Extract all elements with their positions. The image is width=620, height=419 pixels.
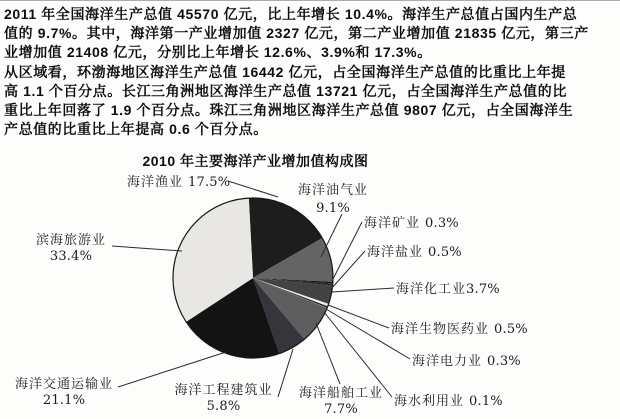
slice-label-shipbuilding	[296, 386, 386, 418]
text-line-1: 2011 年全国海洋生产总值 45570 亿元，比上年增长 10.4%。海洋生产总值占国内生产总	[4, 6, 578, 22]
slice-label-shipbuilding-name: 海洋船舶工业	[298, 386, 383, 401]
slice-label-salt	[367, 245, 462, 261]
slice-label-transportation-name: 海洋交通运输业	[14, 377, 113, 392]
slice-label-biomedicine-pct: 0.5%	[494, 322, 528, 337]
leader-line-salt	[331, 251, 365, 289]
slice-label-seawater-utilization	[394, 394, 503, 410]
leader-line-biomedicine	[328, 305, 389, 328]
slice-label-biomedicine-name: 海洋生物医药业	[391, 322, 490, 337]
slice-label-oil-gas-name: 海洋油气业	[297, 183, 368, 198]
leader-line-transportation	[118, 352, 226, 387]
slice-label-chemical	[396, 282, 500, 298]
leader-line-engineering-construction	[278, 349, 293, 397]
slice-label-seawater-pct: 0.1%	[469, 394, 503, 409]
pie-slices	[173, 198, 333, 358]
slice-label-coastal-tourism	[30, 233, 112, 265]
slice-label-tourism-name: 滨海旅游业	[35, 233, 106, 248]
slice-label-fishery-name: 海洋渔业	[127, 175, 184, 190]
leader-line-oil-gas	[321, 214, 342, 257]
text-line-5: 高 1.1 个百分点。长江三角洲地区海洋生产总值 13721 亿元，占全国海洋生产总值的比	[4, 82, 567, 99]
slice-label-engineering-pct: 5.8%	[206, 399, 241, 414]
slice-label-salt-name: 海洋盐业	[367, 245, 424, 260]
slice-label-fishery-pct: 17.5%	[188, 175, 231, 190]
chart-title: 2010 年主要海洋产业增加值构成图	[142, 153, 369, 169]
slice-label-mining-pct: 0.3%	[425, 216, 459, 231]
slice-label-seawater-name: 海水利用业	[394, 394, 465, 409]
slice-label-chemical-pct: 3.7%	[466, 282, 500, 297]
slice-label-transportation-pct: 21.1%	[42, 393, 86, 408]
slice-label-electric-power	[412, 354, 521, 370]
slice-label-oil-gas-pct: 9.1%	[316, 201, 350, 216]
text-line-4: 从区域看，环渤海地区海洋生产总值 16442 亿元，占全国海洋生产总值的比重比上年提	[4, 63, 566, 80]
slice-label-engineering-name: 海洋工程建筑业	[174, 383, 273, 398]
text-line-6: 重比上年回落了 1.9 个百分点。珠江三角洲地区海洋生产总值 9807 亿元，占全国海洋生	[4, 102, 574, 119]
slice-label-transportation	[12, 377, 116, 409]
slice-label-mining-name: 海洋矿业	[364, 216, 421, 231]
slice-label-chemical-name: 海洋化工业	[396, 282, 467, 297]
slice-label-salt-pct: 0.5%	[428, 245, 462, 260]
text-line-2: 值的 9.7%。其中，海洋第一产业增加值 2327 亿元，第二产业增加值 21835 亿元，第三产	[4, 25, 589, 42]
slice-label-electric-power-name: 海洋电力业	[412, 354, 483, 369]
leader-line-shipbuilding	[316, 323, 340, 384]
slice-label-biomedicine	[391, 322, 528, 338]
slice-label-fishery	[127, 175, 230, 191]
text-line-7: 产总值的比重比上年提高 0.6 个百分点。	[4, 121, 268, 138]
leader-line-coastal-tourism	[112, 246, 182, 251]
slice-label-engineering-construction	[173, 383, 274, 415]
slice-label-oil-gas	[297, 182, 369, 218]
slice-label-mining	[364, 216, 459, 232]
slice-label-electric-power-pct: 0.3%	[487, 354, 521, 369]
slice-label-tourism-pct: 33.4%	[49, 249, 93, 264]
leader-line-mining	[332, 222, 362, 281]
leader-line-fishery	[228, 181, 278, 197]
leader-line-seawater-utilization	[324, 312, 392, 397]
text-line-3: 业增加值 21408 亿元，分别比上年增长 12.6%、3.9%和 17.3%。	[4, 44, 432, 61]
slice-label-shipbuilding-pct: 7.7%	[324, 402, 358, 417]
leader-line-chemical	[332, 288, 394, 292]
